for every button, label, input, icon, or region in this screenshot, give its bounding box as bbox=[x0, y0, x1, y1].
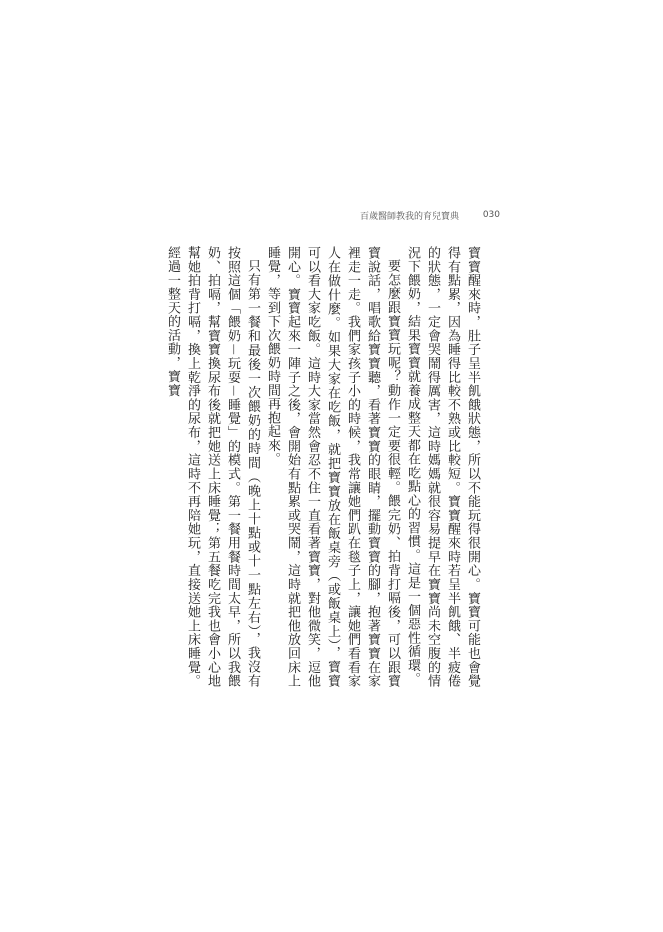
body-text bbox=[165, 246, 482, 688]
page-number: 030 bbox=[482, 210, 500, 220]
running-header bbox=[360, 208, 500, 222]
paragraph-2: 要怎麼跟寶寶玩呢？動作一定要很輕。餵完奶、拍背打嗝後，可以跟寶寶說話，唱歌給寶寶聽，看著寶寶的眼睛，擺動寶寶的腳，抱著寶寶在家裡走一走。我們家孩子小的時候，我常讓她們趴在毯子上，讓她們看看家人在做什麼。如果大家在吃飯，就把寶寶放在飯桌旁（或飯桌上），寶寶可以看大家吃飯。這時大家當然會忍不住一直看著寶寶，對他微笑，逗他開心。寶寶起來一陣子之後，會開始有點累或哭鬧，這時就把他放回床上睡覺，等到下次餵奶時間再抱起來。 bbox=[265, 246, 400, 688]
paragraph-3: 只有第一餐和最後一次餵奶的時間（晚上十點或十一點左右），我沒有按照這個「餵奶－玩耍－睡覺」的模式。第一餐用餐時間太早，所以我餵奶、拍嗝，幫寶寶換尿布後就把她送上床睡覺；第五餐吃完我也會小心地幫她拍背打嗝，換上乾淨的尿布，這時不再陪她玩，直接送她上床睡覺。經過一整天的活動，寶寶 bbox=[165, 246, 260, 688]
paragraph-1: 寶寶醒來時，肚子呈半飢餓狀態，所以不能玩得很開心。寶寶可能也會覺得有點累，因為睡得比較不熟或比較短。寶寶醒來時若呈半飢餓、半疲倦的狀態，一定會哭鬧得厲害，這時媽媽就很容易提早在寶寶尚未空腹的情況下餵奶，結果寶寶就養成整天都在吃點心的習慣。這是一個惡性循環。 bbox=[405, 246, 480, 688]
book-title: 百歲醫師教我的育兒寶典 bbox=[360, 211, 460, 222]
